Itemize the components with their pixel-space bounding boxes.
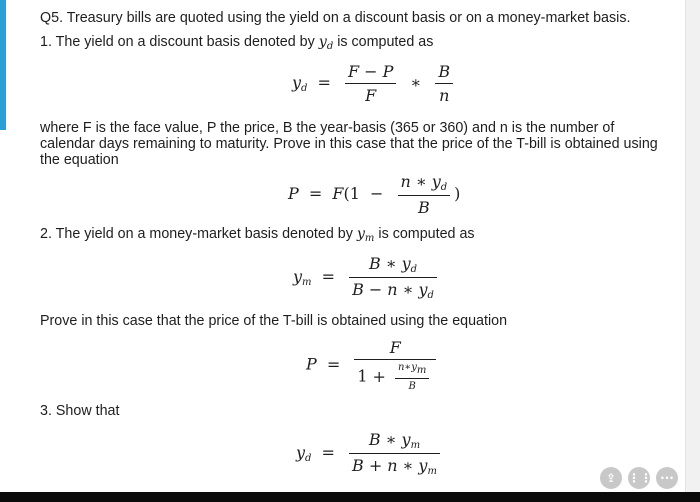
part2-intro: 2. The yield on a money-market basis denoted by $y_m$ is computed as — [40, 226, 475, 244]
question-heading: Q5. Treasury bills are quoted using the yield on a discount basis or on a money-market basis. — [40, 10, 631, 26]
equation-money-market-yield: $y_m$ = $\frac{B ∗ y_d}{B - n ∗ y_d}$ — [293, 254, 441, 301]
part2-prove: Prove in this case that the price of the T-bill is obtained using the equation — [40, 313, 508, 329]
left-accent-bar — [0, 0, 6, 130]
part3-intro: 3. Show that — [40, 403, 120, 419]
more-options-icon[interactable]: ··· — [656, 467, 678, 489]
share-icon[interactable]: ⇪ — [600, 467, 622, 489]
equation-discount-from-money-market: $y_d$ = $\frac{B ∗ y_m}{B + n ∗ y_m}$ — [296, 430, 444, 477]
viewer-controls — [600, 467, 678, 489]
equation-discount-yield: $y_d$ = $\frac{F - P}{F}$ ∗ $\frac{B}{n}$ — [292, 62, 457, 105]
grid-icon[interactable]: ⋮⋮ — [628, 467, 650, 489]
scrollbar-track[interactable] — [685, 0, 700, 502]
part1-where: where F is the face value, P the price, B the year-basis (365 or 360) and n is the number of calendar days remaining to maturity. Prove in this case that the price of the T-bill is obtained using the equation — [40, 120, 658, 168]
part1-intro: 1. The yield on a discount basis denoted by $y_d$ is computed as — [40, 34, 434, 52]
yd-symbol: $y_d$ — [318, 34, 334, 52]
equation-price-discount: P = F(1 − $\frac{n ∗ y_d}{B}$ ) — [288, 172, 461, 217]
bottom-bar — [0, 492, 700, 502]
equation-price-money-market: P = F 1 + $\frac{n∗ym}{B}$ — [306, 338, 440, 392]
